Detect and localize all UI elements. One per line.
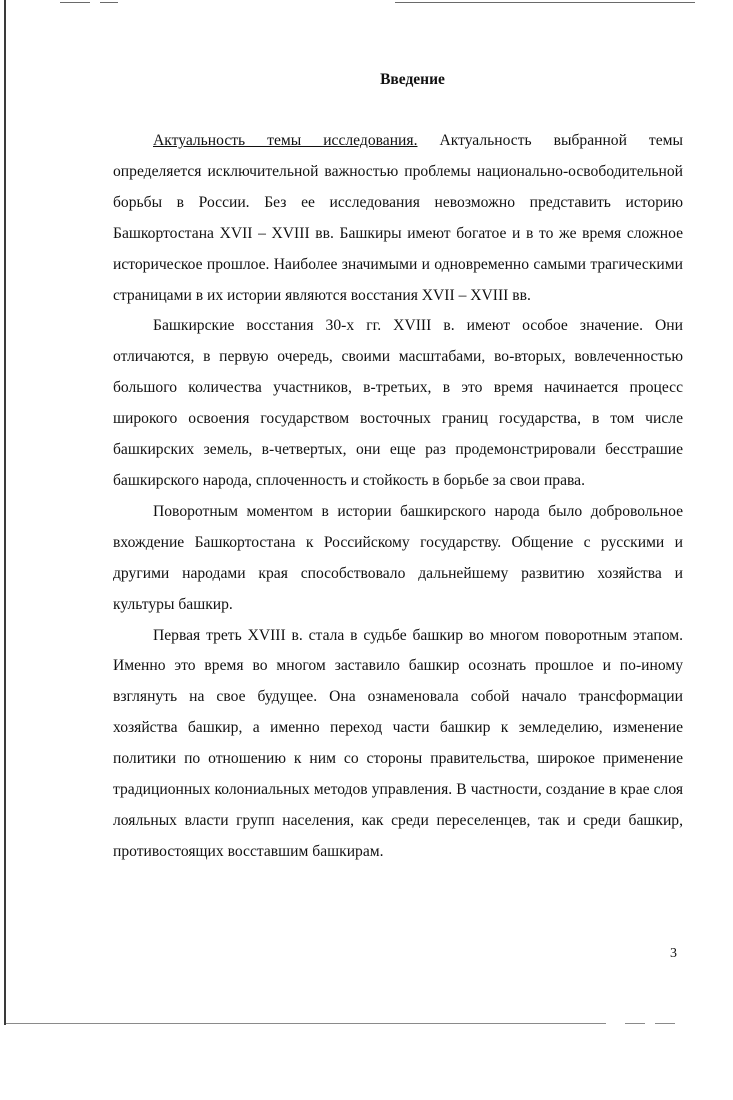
paragraph: Поворотным моментом в истории башкирского народа было добровольное вхождение Башкортостана к Российскому государству. Общение с русскими и другими народами края способствовало дальнейшему развитию хозяйства и культуры башкир. xyxy=(113,502,683,613)
scan-mark-top xyxy=(60,2,90,3)
page-title: Введение xyxy=(380,71,445,88)
scan-mark-top xyxy=(395,2,695,3)
page-number: 3 xyxy=(670,946,677,961)
paragraph: Башкирские восстания 30-х гг. XVIII в. имеют особое значение. Они отличаются, в первую очередь, своими масштабами, во-вторых, вовлеченностью большого количества участников, в-третьих, в это время начинается процесс широкого освоения государством восточных границ государства, в том числе башкирских земель, в-четвертых, они еще раз продемонстрировали бесстрашие башкирского народа, сплоченность и стойкость в борьбе за свои права. xyxy=(113,317,683,489)
scan-mark-bottom xyxy=(655,1023,675,1024)
paragraph: Первая треть XVIII в. стала в судьбе башкир во многом поворотным этапом. Именно это время во многом заставило башкир осознать прошлое и по-иному взглянуть на свое будущее. Она ознаменовала собой начало трансформации хозяйства башкир, а именно переход части башкир к земледелию, изменение политики по отношению к ним со стороны правительства, широкое применение традиционных колониальных методов управления. В частности, создание в крае слоя лояльных власти групп населения, как среди переселенцев, так и среди башкир, противостоящих восставшим башкирам. xyxy=(113,626,683,860)
scan-mark-bottom xyxy=(625,1023,645,1024)
paragraph-text: Актуальность выбранной темы определяется исключительной важностью проблемы национально-освободительной борьбы в России. Без ее исследования невозможно представить историю Башкортостана XVII – XVIII вв. Башкиры имеют богатое и в то же время сложное историческое прошлое. Наиболее значимыми и одновременно самыми трагическими страницами в их истории являются восстания XVII – XVIII вв. xyxy=(113,132,684,304)
paragraph xyxy=(113,126,683,311)
scan-mark-top xyxy=(100,2,118,3)
scan-edge-left xyxy=(4,0,6,1025)
scan-edge-bottom xyxy=(6,1023,606,1024)
paragraph-lead: Актуальность темы исследования. xyxy=(153,132,418,149)
body-text xyxy=(113,126,683,868)
